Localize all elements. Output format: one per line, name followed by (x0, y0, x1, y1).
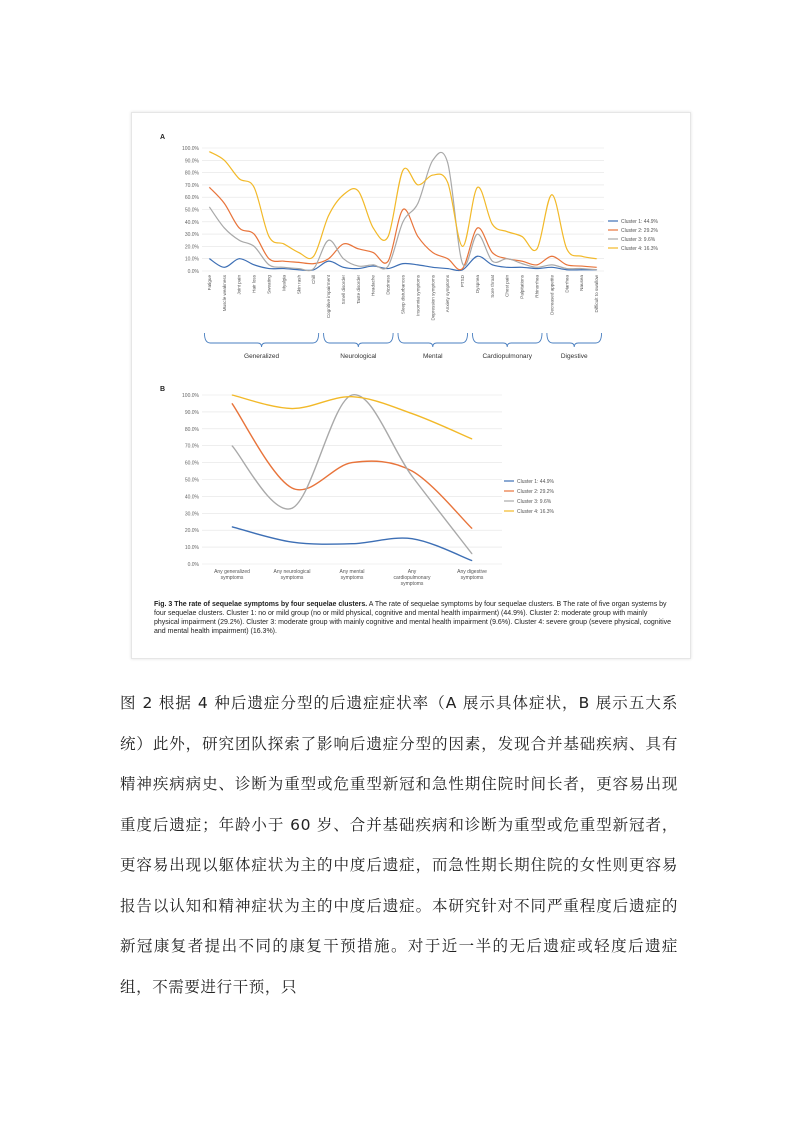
data-point (522, 267, 523, 268)
data-point (231, 526, 232, 527)
x-tick-label: Muscle weakness (221, 275, 227, 312)
data-point (313, 263, 314, 264)
y-tick-label: 40.0% (184, 219, 199, 226)
data-point (358, 190, 359, 191)
chart-panel-b (132, 381, 690, 596)
data-point (522, 261, 523, 262)
data-point (351, 462, 352, 463)
x-tick-label: Any mental (339, 569, 365, 575)
y-tick-label: 100.0% (182, 146, 199, 152)
data-point (298, 269, 299, 270)
data-point (298, 252, 299, 253)
data-point (343, 258, 344, 259)
data-point (596, 258, 597, 259)
data-point (492, 261, 493, 262)
x-tick-label: symptoms (400, 581, 424, 587)
x-tick-label: PTSD (460, 275, 466, 288)
data-point (471, 560, 472, 561)
data-point (254, 264, 255, 265)
y-tick-label: 80.0% (184, 426, 199, 433)
data-point (373, 265, 374, 266)
y-tick-label: 20.0% (184, 528, 199, 535)
x-tick-label: Any neurological (273, 569, 311, 575)
x-tick-label: Depression symptoms (430, 275, 436, 321)
data-point (447, 258, 448, 259)
group-bracket (398, 333, 468, 347)
data-point (492, 252, 493, 253)
body-paragraph: 图 2 根据 4 种后遗症分型的后遗症症状率（A 展示具体症状，B 展示五大系统）此外，研究团队探索了影响后遗症分型的因素，发现合并基础疾病、具有精神疾病病史、诊断为重型或危重型新冠和急性期住院时间长者，更容易出现重度后遗症；年龄小于 60 岁、合并基础疾病和诊断为重型或危重型新冠者，更容易出现以躯体症状为主的中度后遗症，而急性期长期住院的女性则更容易报告以认知和精神症状为主的中度后遗症。本研究针对不同严重程度后遗症的新冠康复者提出不同的康复干预措施。对于近一半的无后遗症或轻度后遗症组，不需要进行干预，只 (120, 694, 678, 996)
data-point (477, 187, 478, 188)
data-point (566, 269, 567, 270)
group-bracket (204, 333, 318, 347)
y-tick-label: 50.0% (184, 207, 199, 214)
group-bracket (472, 333, 542, 347)
data-point (209, 258, 210, 259)
data-point (402, 263, 403, 264)
data-point (291, 408, 292, 409)
data-point (209, 206, 210, 207)
data-point (343, 243, 344, 244)
x-tick-label: Joint pain (236, 275, 242, 295)
data-point (566, 248, 567, 249)
legend-label: Cluster 2: 29.2% (517, 488, 554, 495)
data-point (328, 240, 329, 241)
data-point (268, 236, 269, 237)
data-point (291, 508, 292, 509)
data-point (351, 394, 352, 395)
data-point (298, 268, 299, 269)
data-point (358, 268, 359, 269)
data-point (291, 541, 292, 542)
data-point (411, 476, 412, 477)
x-tick-label: Skin rash (296, 275, 302, 295)
data-point (283, 268, 284, 269)
data-point (254, 246, 255, 247)
y-tick-label: 60.0% (184, 195, 199, 202)
y-tick-label: 90.0% (184, 409, 199, 416)
data-point (477, 256, 478, 257)
x-tick-label: Cognitive impairment (326, 275, 332, 319)
series-line (209, 152, 596, 259)
data-point (328, 215, 329, 216)
data-point (507, 231, 508, 232)
data-point (447, 182, 448, 183)
x-tick-label: Any generalized (214, 569, 250, 575)
data-point (209, 151, 210, 152)
data-point (239, 178, 240, 179)
data-point (328, 261, 329, 262)
data-point (536, 264, 537, 265)
x-tick-label: Taste disorder (355, 275, 361, 304)
x-tick-label: Chill (311, 275, 317, 284)
data-point (536, 268, 537, 269)
data-point (417, 264, 418, 265)
x-tick-label: Chest pain (504, 275, 510, 297)
data-point (283, 267, 284, 268)
data-point (283, 243, 284, 244)
data-point (254, 234, 255, 235)
data-point (432, 267, 433, 268)
data-point (239, 258, 240, 259)
x-tick-label: Dizziness (385, 275, 391, 295)
data-point (551, 264, 552, 265)
data-point (432, 160, 433, 161)
data-point (411, 538, 412, 539)
data-point (388, 261, 389, 262)
figure-3 (131, 112, 691, 659)
data-point (566, 268, 567, 269)
data-point (411, 470, 412, 471)
y-tick-label: 70.0% (184, 443, 199, 450)
data-point (551, 267, 552, 268)
x-tick-label: Sweating (266, 275, 272, 294)
group-label: Neurological (340, 353, 377, 360)
x-tick-label: cardiopulmonary (393, 575, 431, 581)
x-tick-label: Decreased appetite (549, 275, 555, 315)
data-point (492, 264, 493, 265)
data-point (471, 528, 472, 529)
y-tick-label: 60.0% (184, 460, 199, 467)
y-tick-label: 10.0% (184, 256, 199, 263)
data-point (432, 174, 433, 175)
data-point (471, 553, 472, 554)
data-point (402, 170, 403, 171)
data-point (551, 256, 552, 257)
data-point (283, 261, 284, 262)
data-point (313, 268, 314, 269)
group-label: Mental (423, 353, 443, 360)
data-point (298, 262, 299, 263)
data-point (358, 248, 359, 249)
data-point (462, 268, 463, 269)
data-point (402, 209, 403, 210)
data-point (224, 267, 225, 268)
group-label: Digestive (560, 353, 588, 360)
caption-text: A The rate of sequelae symptoms by four sequelae clusters. B The rate of five organ systems by four sequelae clusters. Cluster 1: no or mild group (no or mild physical, cognitive and mental health impairment) (44.9%). Cluster 2: moderate group with mainly physical impairment (29.2%). Cluster 3: moderate group with mainly cognitive and mental health impairment (9.6%). Cluster 4: severe group (severe physical, cognitive and mental health impairment) (16.3%). (154, 601, 672, 635)
x-tick-label: symptoms (340, 575, 364, 581)
data-point (596, 267, 597, 268)
data-point (477, 234, 478, 235)
data-point (581, 268, 582, 269)
caption-lead: Fig. 3 The rate of sequelae symptoms by four sequelae clusters. (154, 601, 368, 608)
data-point (432, 252, 433, 253)
data-point (462, 263, 463, 264)
x-tick-label: Rhinorrhea (534, 275, 540, 298)
data-point (566, 264, 567, 265)
x-tick-label: Any (407, 569, 417, 575)
panel-label: B (160, 386, 166, 393)
data-point (411, 413, 412, 414)
x-tick-label: Headache (370, 275, 376, 296)
data-point (551, 194, 552, 195)
legend-label: Cluster 1: 44.9% (517, 478, 554, 485)
data-point (388, 236, 389, 237)
data-point (417, 236, 418, 237)
data-point (417, 184, 418, 185)
x-tick-label: Fatigue (206, 275, 212, 291)
group-label: Cardiopulmonary (482, 353, 532, 360)
group-bracket (547, 333, 602, 347)
data-point (507, 258, 508, 259)
data-point (351, 396, 352, 397)
data-point (581, 265, 582, 266)
y-tick-label: 10.0% (184, 545, 199, 552)
data-point (373, 264, 374, 265)
legend-label: Cluster 3: 9.6% (517, 498, 552, 505)
x-tick-label: Difficult to swallow (594, 275, 600, 313)
legend-label: Cluster 4: 16.3% (517, 508, 554, 515)
x-tick-label: Smell disorder (340, 275, 346, 305)
x-tick-label: Myalgia (281, 275, 287, 291)
data-point (328, 258, 329, 259)
y-tick-label: 30.0% (184, 232, 199, 239)
data-point (492, 224, 493, 225)
data-point (447, 268, 448, 269)
data-point (268, 268, 269, 269)
data-point (224, 203, 225, 204)
series-line (232, 403, 472, 528)
data-point (268, 264, 269, 265)
data-point (239, 240, 240, 241)
data-point (268, 258, 269, 259)
x-tick-label: Anxiety symptoms (445, 275, 451, 313)
data-point (373, 227, 374, 228)
x-tick-label: symptoms (280, 575, 304, 581)
legend-label: Cluster 1: 44.9% (621, 218, 658, 225)
data-point (402, 221, 403, 222)
group-bracket (324, 333, 394, 347)
data-point (358, 265, 359, 266)
data-point (224, 227, 225, 228)
y-tick-label: 30.0% (184, 511, 199, 518)
data-point (343, 194, 344, 195)
legend-label: Cluster 4: 16.3% (621, 245, 658, 252)
y-tick-label: 0.0% (187, 562, 199, 568)
data-point (209, 187, 210, 188)
data-point (536, 248, 537, 249)
data-point (291, 487, 292, 488)
data-point (596, 269, 597, 270)
y-tick-label: 100.0% (182, 393, 199, 399)
x-tick-label: Sleep disturbances (400, 275, 406, 315)
data-point (447, 162, 448, 163)
data-point (231, 394, 232, 395)
y-tick-label: 70.0% (184, 182, 199, 189)
data-point (224, 160, 225, 161)
data-point (231, 445, 232, 446)
data-point (522, 263, 523, 264)
group-label: Generalized (244, 353, 280, 360)
x-tick-label: Dyspnea (474, 275, 480, 294)
panel-label: A (160, 134, 166, 141)
data-point (581, 256, 582, 257)
x-tick-label: Insomnia symptoms (415, 275, 421, 316)
data-point (373, 252, 374, 253)
y-tick-label: 40.0% (184, 494, 199, 501)
figure-caption (154, 600, 674, 636)
series-line (232, 395, 472, 439)
data-point (471, 438, 472, 439)
data-point (313, 256, 314, 257)
y-tick-label: 90.0% (184, 158, 199, 165)
data-point (351, 543, 352, 544)
data-point (477, 227, 478, 228)
x-tick-label: Any digestive (457, 569, 487, 575)
x-tick-label: Nausea (579, 275, 585, 291)
data-point (388, 268, 389, 269)
chart-panel-a (132, 113, 690, 383)
legend-label: Cluster 2: 29.2% (621, 227, 658, 234)
data-point (536, 267, 537, 268)
data-point (522, 236, 523, 237)
x-tick-label: Sore throat (489, 275, 495, 298)
data-point (388, 265, 389, 266)
y-tick-label: 50.0% (184, 477, 199, 484)
data-point (462, 246, 463, 247)
data-point (417, 203, 418, 204)
data-point (239, 227, 240, 228)
data-point (231, 403, 232, 404)
x-tick-label: symptoms (460, 575, 484, 581)
y-tick-label: 80.0% (184, 170, 199, 177)
y-tick-label: 20.0% (184, 244, 199, 251)
data-point (343, 267, 344, 268)
data-point (507, 267, 508, 268)
series-line (209, 187, 596, 269)
x-tick-label: symptoms (220, 575, 244, 581)
y-tick-label: 0.0% (187, 269, 199, 275)
data-point (254, 187, 255, 188)
x-tick-label: Palpitations (519, 275, 525, 299)
legend-label: Cluster 3: 9.6% (621, 236, 656, 243)
x-tick-label: Diarrhea (564, 275, 570, 293)
data-point (581, 269, 582, 270)
x-tick-label: Hair loss (251, 275, 257, 293)
